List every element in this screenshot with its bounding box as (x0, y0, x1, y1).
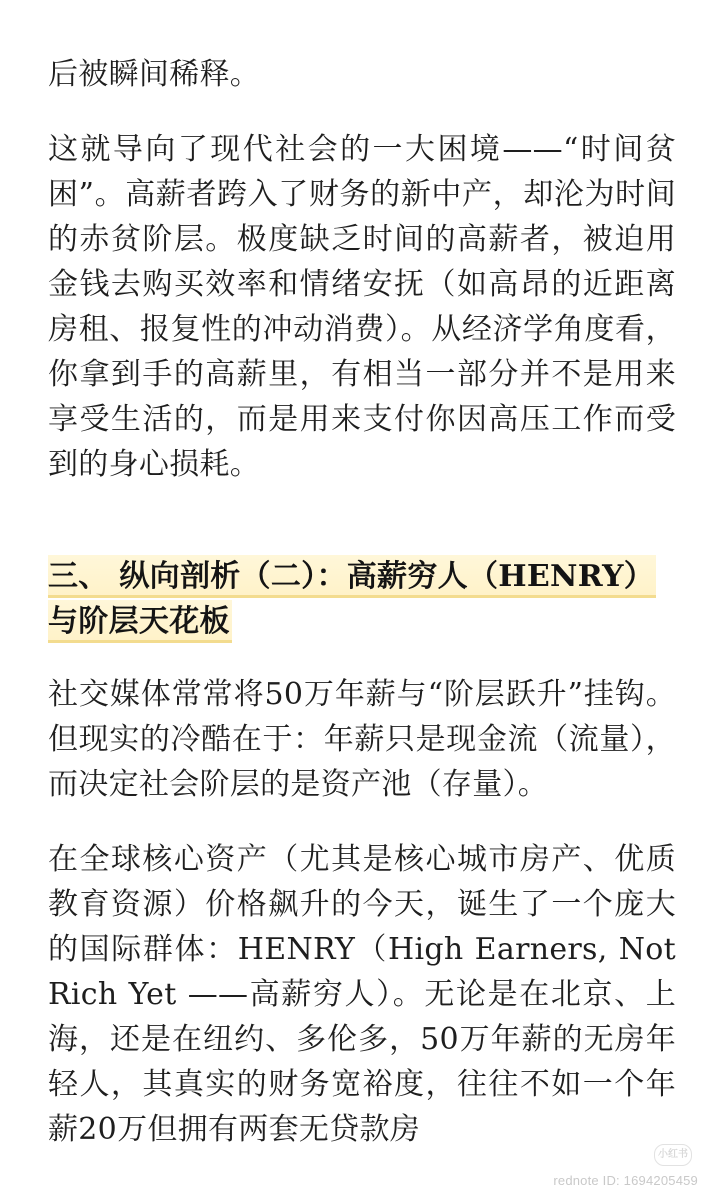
rednote-logo-icon: 小红书 (654, 1144, 692, 1166)
paragraph-continuation: 后被瞬间稀释。 (48, 57, 261, 92)
section-heading-highlight: 三、 纵向剖析（二）：高薪穷人（HENRY）与阶层天花板 (48, 555, 656, 643)
paragraph-social-media: 社交媒体常常将50万年薪与“阶层跃升”挂钩。但现实的冷酷在于：年薪只是现金流（流量），而决定社会阶层的是资产池（存量）。 (48, 677, 676, 802)
section-heading (48, 554, 658, 644)
rednote-id-watermark: rednote ID: 1694205459 (553, 1173, 698, 1188)
paragraph-time-poverty: 这就导向了现代社会的一大困境——“时间贫困”。高薪者跨入了财务的新中产，却沦为时间的赤贫阶层。极度缺乏时间的高薪者，被迫用金钱去购买效率和情绪安抚（如高昂的近距离房租、报复性的冲动消费）。从经济学角度看，你拿到手的高薪里，有相当一部分并不是用来享受生活的，而是用来支付你因高压工作而受到的身心损耗。 (48, 132, 676, 482)
paragraph-henry: 在全球核心资产（尤其是核心城市房产、优质教育资源）价格飙升的今天，诞生了一个庞大的国际群体：HENRY（High Earners, Not Rich Yet ——高薪穷人）。无论是在北京、上海，还是在纽约、多伦多，50万年薪的无房年轻人，其真实的财务宽裕度，往往不如一个年薪20万但拥有两套无贷款房 (48, 842, 676, 1147)
